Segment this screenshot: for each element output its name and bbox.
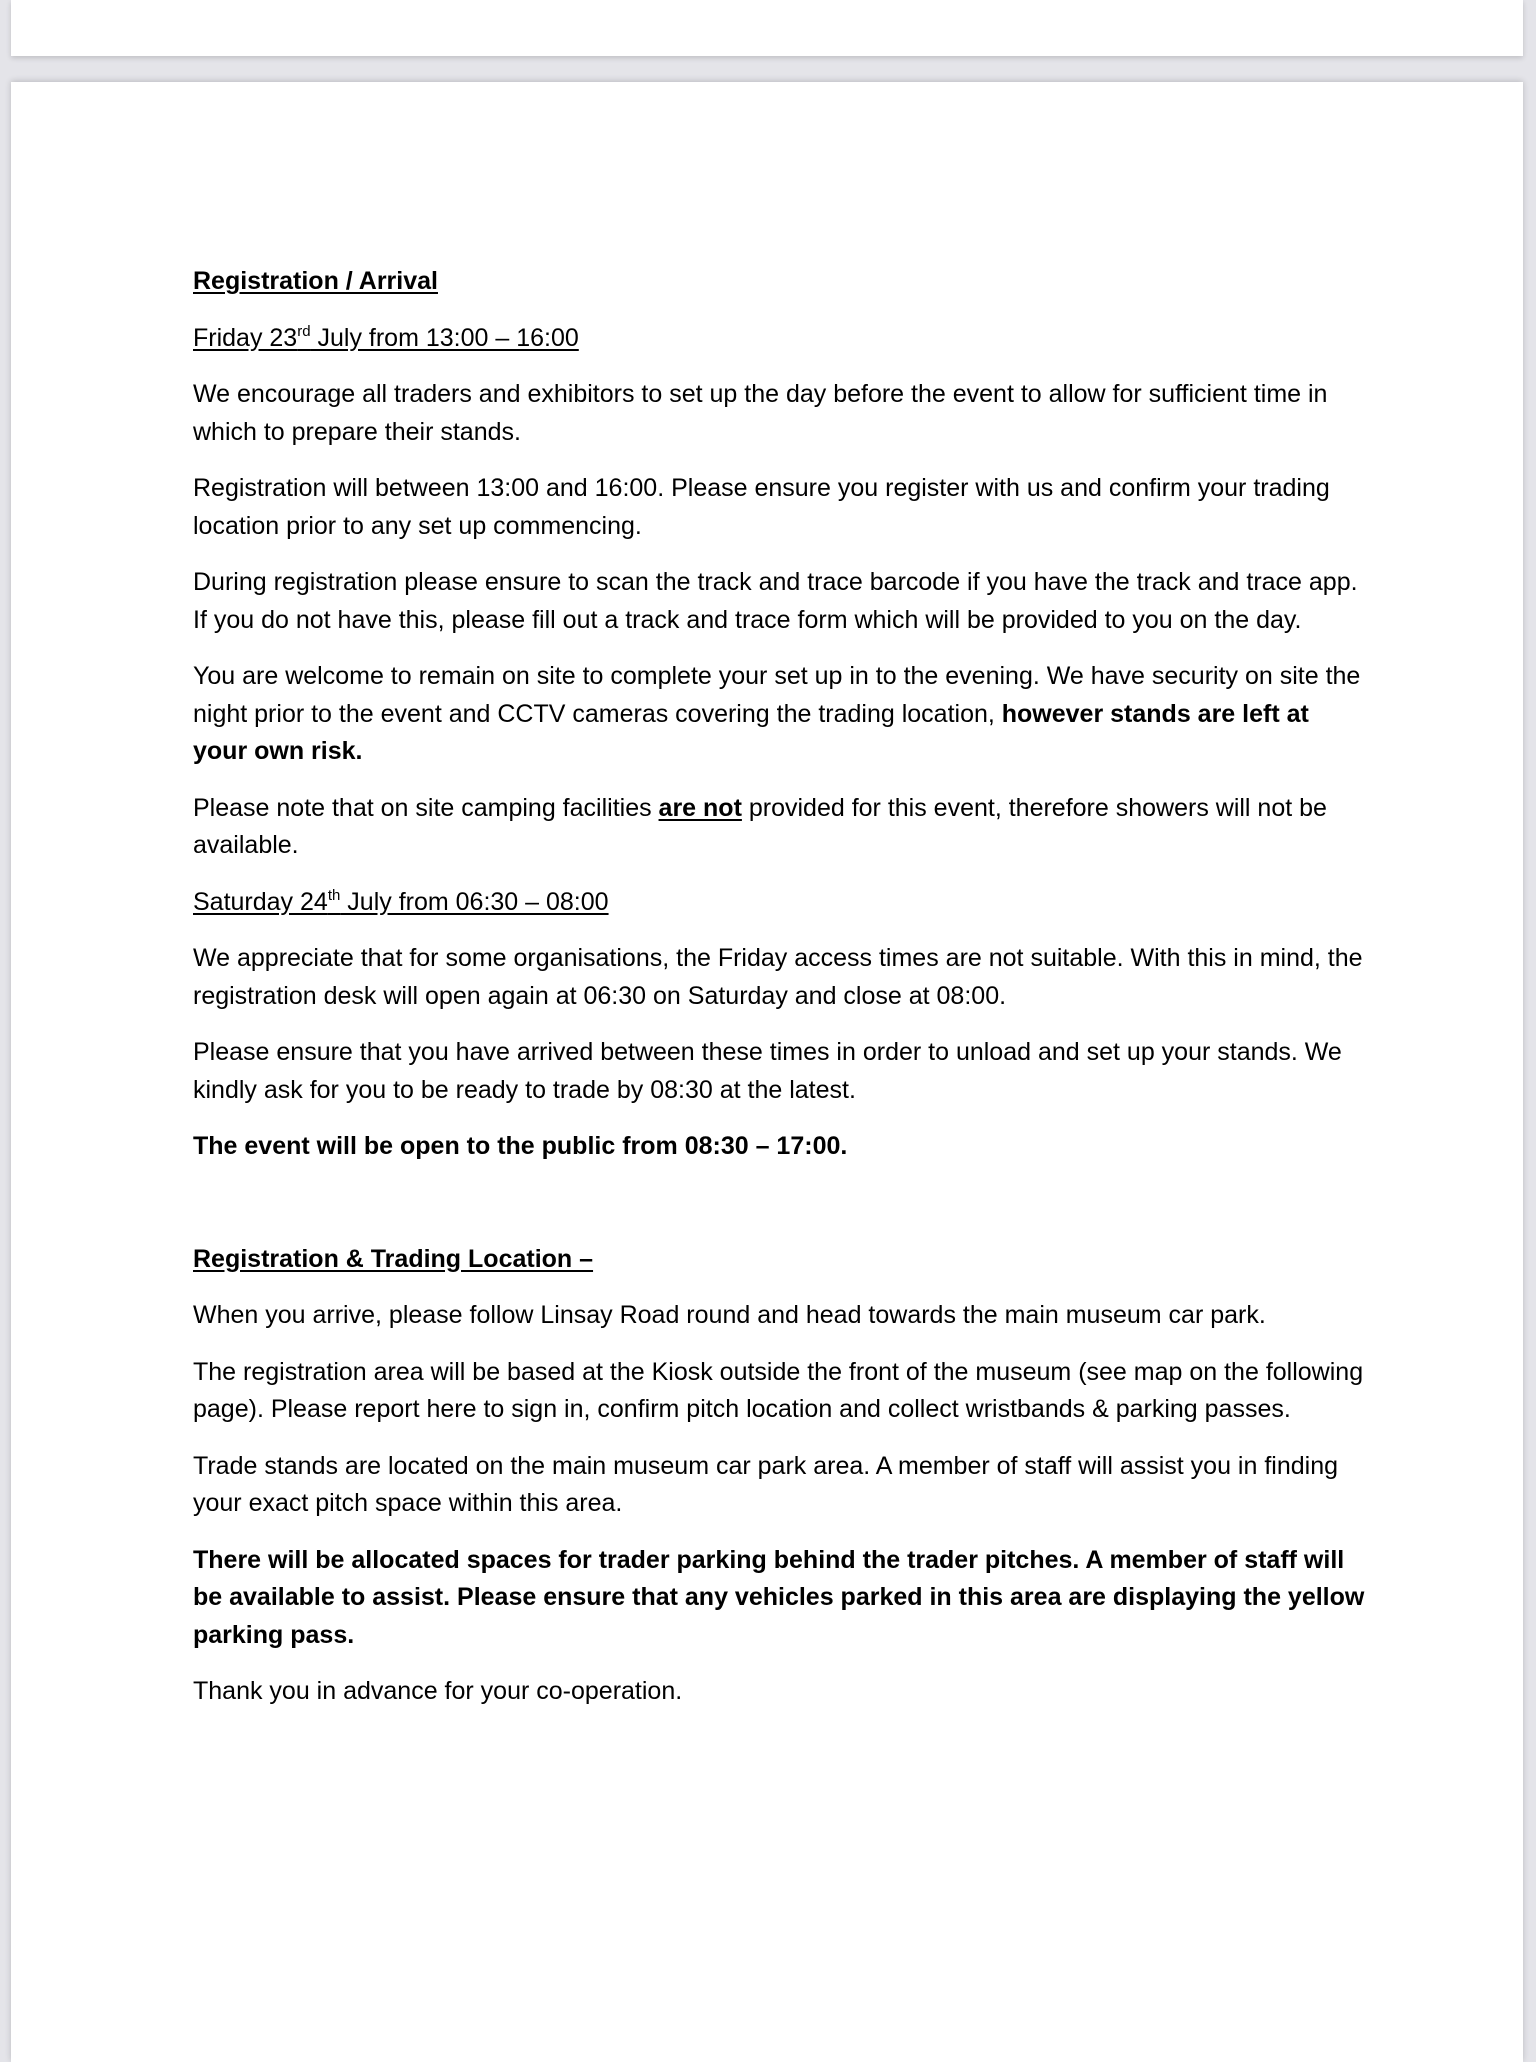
document-page bbox=[11, 82, 1523, 2062]
paragraph-directions: When you arrive, please follow Linsay Road round and head towards the main museum car park. bbox=[193, 1301, 1266, 1329]
paragraph-trader-parking: There will be allocated spaces for trader parking behind the trader pitches. A member of staff will be available to assist. Please ensure that any vehicles parked in this area are displaying the yellow parking pass. bbox=[193, 1545, 1365, 1649]
paragraph-saturday-access: We appreciate that for some organisations, the Friday access times are not suitable. With this in mind, the registration desk will open again at 06:30 on Saturday and close at 08:00. bbox=[193, 944, 1363, 1010]
section-spacer bbox=[193, 1185, 1368, 1241]
section-heading-trading-location: Registration & Trading Location – bbox=[193, 1244, 594, 1273]
paragraph-camping bbox=[193, 790, 1368, 865]
camping-text-post: provided for this event, therefore showers will not be available. bbox=[193, 793, 1327, 859]
subheading-saturday bbox=[193, 884, 1368, 922]
subheading-friday bbox=[193, 320, 1368, 358]
paragraph-public-opening-hours: The event will be open to the public from 08:30 – 17:00. bbox=[193, 1132, 848, 1160]
paragraph-setup-day-before: We encourage all traders and exhibitors to set up the day before the event to allow for sufficient time in which to prepare their stands. bbox=[193, 380, 1328, 446]
paragraph-track-and-trace: During registration please ensure to scan the track and trace barcode if you have the track and trace app. If you do not have this, please fill out a track and trace form which will be provided to you on the day. bbox=[193, 568, 1358, 634]
camping-text-pre: Please note that on site camping facilities bbox=[193, 793, 659, 822]
saturday-label-pre: Saturday 24 bbox=[193, 887, 328, 916]
paragraph-arrival-window: Please ensure that you have arrived between these times in order to unload and set up your stands. We kindly ask for you to be ready to trade by 08:30 at the latest. bbox=[193, 1038, 1342, 1104]
paragraph-registration-times: Registration will between 13:00 and 16:00. Please ensure you register with us and confirm your trading location prior to any set up commencing. bbox=[193, 474, 1330, 540]
paragraph-trade-stands: Trade stands are located on the main museum car park area. A member of staff will assist you in finding your exact pitch space within this area. bbox=[193, 1451, 1339, 1517]
section-heading-registration-arrival: Registration / Arrival bbox=[193, 267, 438, 295]
previous-page bbox=[11, 0, 1523, 56]
paragraph-thank-you: Thank you in advance for your co-operation. bbox=[193, 1677, 683, 1705]
security-text: You are welcome to remain on site to complete your set up in to the evening. We have security on site the night prior to the event and CCTV cameras covering the trading location, bbox=[193, 662, 1361, 728]
saturday-label-sup: th bbox=[327, 886, 341, 904]
camping-emphasis: are not bbox=[658, 793, 742, 822]
page-content bbox=[193, 263, 1368, 1730]
friday-label-sup: rd bbox=[297, 322, 311, 340]
paragraph-security bbox=[193, 658, 1368, 771]
friday-label-post: July from 13:00 – 16:00 bbox=[310, 323, 579, 352]
paragraph-registration-area: The registration area will be based at the Kiosk outside the front of the museum (see map on the following page). Please report here to sign in, confirm pitch location and collect wristbands & parking passes. bbox=[193, 1357, 1364, 1423]
security-risk-notice: however stands are left at your own risk. bbox=[193, 699, 1309, 765]
friday-label-pre: Friday 23 bbox=[193, 323, 298, 352]
saturday-label-post: July from 06:30 – 08:00 bbox=[340, 887, 609, 916]
